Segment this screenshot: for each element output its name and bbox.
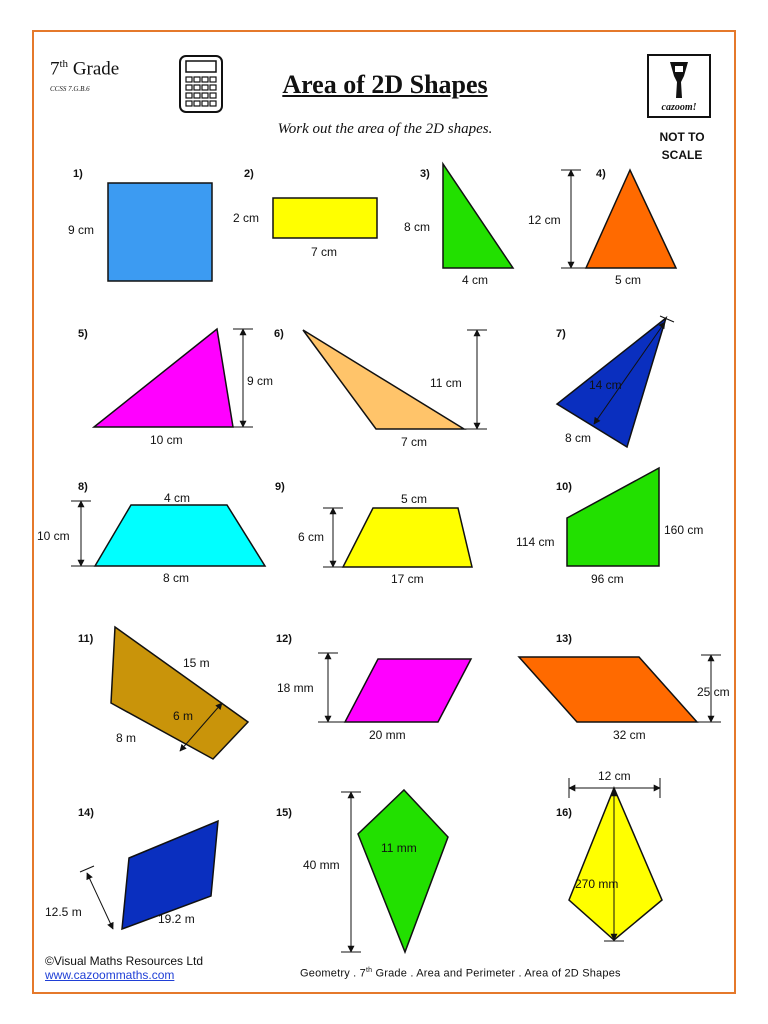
problem-11-height-label: 6 m [173,709,194,723]
problem-11-base-label: 8 m [116,731,137,745]
problem-8-base-label: 8 cm [163,571,190,585]
problem-5-base-label: 10 cm [150,433,183,447]
problem-3-height-label: 8 cm [404,220,431,234]
problem-6-height-label: 11 cm [430,376,462,390]
problem-9-trapezium [343,508,472,567]
problem-14-tick [80,866,94,872]
problem-8-trapezium [95,505,265,566]
problem-2-width-label: 7 cm [311,245,338,259]
problem-12-parallelogram [345,659,471,722]
problem-7-number: 7) [556,328,566,340]
problem-4-triangle [586,170,676,268]
problem-16-width-label: 12 cm [598,769,631,783]
problem-3-base-label: 4 cm [462,273,489,287]
problem-10-number: 10) [556,481,572,493]
problem-10-base-label: 96 cm [591,572,624,586]
problem-1-side-label: 9 cm [68,223,95,237]
grade-suffix: th [59,58,69,70]
problem-5-triangle [94,329,233,427]
problem-11-number: 11) [78,633,94,645]
problem-15-number: 15) [276,807,292,819]
problem-5-number: 5) [78,328,88,340]
problem-1-number: 1) [73,168,83,180]
problem-10-left-label: 114 cm [516,535,555,549]
problem-4-height-label: 12 cm [528,213,561,227]
problem-15-width-label: 11 mm [381,841,417,855]
grade-word: Grade [72,58,120,80]
problem-12-number: 12) [276,633,292,645]
problem-6-base-label: 7 cm [401,435,428,449]
problem-13-base-label: 32 cm [613,728,646,742]
problem-2-number: 2) [244,168,254,180]
page-title: Area of 2D Shapes [282,70,488,99]
problem-6-number: 6) [274,328,284,340]
problem-3-number: 3) [420,168,430,180]
grade-number: 7 [50,58,60,80]
problem-1-square [108,183,212,281]
topic-text-end: Grade . Area and Perimeter . Area of 2D Shapes [372,967,621,980]
problem-14-height-arrow [87,873,113,929]
problem-9-height-label: 6 cm [298,530,325,544]
problem-2-rectangle [273,198,377,238]
problem-3-triangle [443,164,513,268]
problem-13-number: 13) [556,633,572,645]
problem-15-height-label: 40 mm [303,858,340,872]
footer-topic [300,967,621,980]
problem-4-base-label: 5 cm [615,273,642,287]
problem-7-base-label: 8 cm [565,431,592,445]
not-to-scale-line2: SCALE [661,148,703,162]
problem-5-height-label: 9 cm [247,374,274,388]
problem-16-height-label: 270 mm [575,877,619,891]
problem-12-height-label: 18 mm [277,681,314,695]
problem-8-number: 8) [78,481,88,493]
problem-13-parallelogram [519,657,697,722]
copyright-text: ©Visual Maths Resources Ltd [45,954,204,968]
problem-7-height-label: 14 cm [589,378,622,392]
problem-11-side-label: 15 m [183,656,210,670]
problem-14-height-label: 12.5 m [45,905,82,919]
problem-14-base-label: 19.2 m [158,912,195,926]
topic-sup: th [365,967,373,974]
standard-code: CCSS 7.G.B.6 [50,85,90,93]
problem-10-trapezium [567,468,659,566]
problem-14-number: 14) [78,807,94,819]
problem-16-number: 16) [556,807,572,819]
problem-15-kite [358,790,448,952]
problem-10-right-label: 160 cm [664,523,704,537]
logo-text: cazoom! [661,102,697,113]
problem-2-height-label: 2 cm [233,211,260,225]
topic-text-start: Geometry . 7 [300,967,366,980]
problem-16-kite [569,788,662,940]
problem-4-number: 4) [596,168,606,180]
problem-8-height-label: 10 cm [37,529,70,543]
problem-13-height-label: 25 cm [697,685,730,699]
not-to-scale-line1: NOT TO [659,130,705,144]
problem-9-base-label: 17 cm [391,572,424,586]
problem-8-top-label: 4 cm [164,491,191,505]
instruction-text: Work out the area of the 2D shapes. [277,121,493,137]
problem-12-base-label: 20 mm [369,728,406,742]
website-link[interactable]: www.cazoommaths.com [45,968,175,982]
problem-9-top-label: 5 cm [401,492,428,506]
problem-9-number: 9) [275,481,285,493]
footer-credit [45,954,203,982]
